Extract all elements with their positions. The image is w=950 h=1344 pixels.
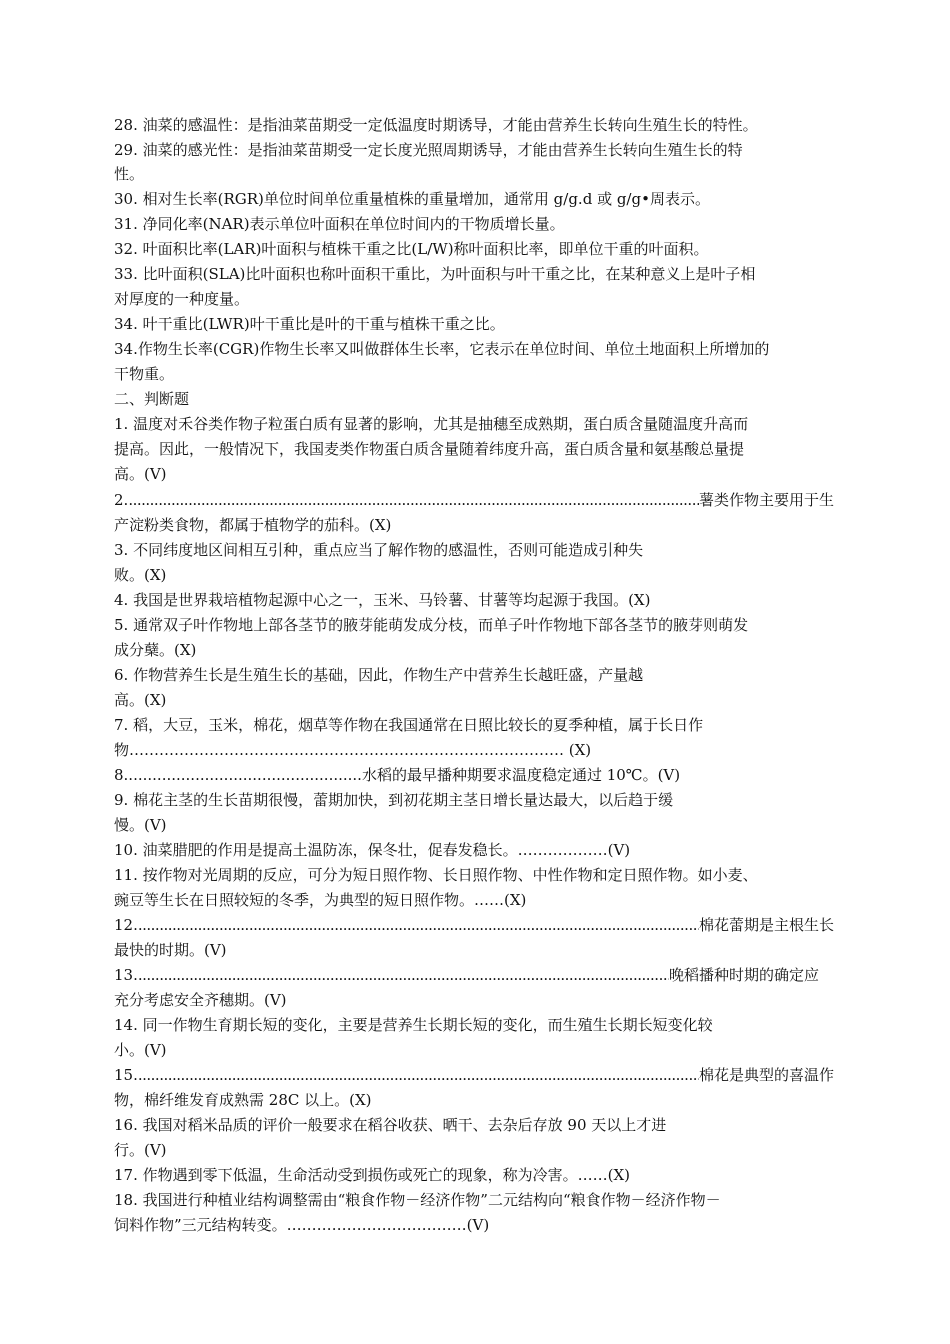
text-line — [114, 1064, 834, 1086]
text-line: 30. 相对生长率(RGR)单位时间单位重量植株的重量增加，通常用 g/g.d 或 g/g•周表示。 — [114, 190, 710, 208]
text-line: 干物重。 — [114, 365, 175, 383]
item-text: 薯类作物主要用于生 — [698, 491, 834, 509]
text-line — [114, 489, 834, 511]
dot-leader — [138, 964, 669, 986]
text-line: 饲料作物”三元结构转变。………………………………(V) — [114, 1216, 490, 1234]
text-line: 1. 温度对禾谷类作物子粒蛋白质有显著的影响，尤其是抽穗至成熟期，蛋白质含量随温度升高而 — [114, 415, 749, 433]
text-line: 慢。(V) — [114, 816, 167, 834]
text-line — [114, 914, 834, 936]
text-line: 33. 比叶面积(SLA)比叶面积也称叶面积干重比，为叶面积与叶干重之比，在某种意义上是叶子相 — [114, 265, 756, 283]
text-line: 14. 同一作物生育期长短的变化，主要是营养生长期长短的变化，而生殖生长期长短变化较 — [114, 1016, 713, 1034]
text-line: 充分考虑安全齐穗期。(V) — [114, 991, 287, 1009]
item-number: 15. — [114, 1066, 138, 1084]
text-line: 31. 净同化率(NAR)表示单位叶面积在单位时间内的干物质增长量。 — [114, 215, 565, 233]
text-line: 34. 叶干重比(LWR)叶干重比是叶的干重与植株干重之比。 — [114, 315, 505, 333]
text-line: 成分蘖。(X) — [114, 641, 197, 659]
item-text: 晚稻播种时期的确定应 — [668, 966, 819, 984]
item-number: 12. — [114, 916, 138, 934]
item-number: 2. — [114, 491, 129, 509]
text-line: 4. 我国是世界栽培植物起源中心之一，玉米、马铃薯、甘薯等均起源于我国。(X) — [114, 591, 651, 609]
section-heading: 二、判断题 — [114, 390, 190, 408]
dot-leader — [128, 489, 699, 511]
text-line: 34.作物生长率(CGR)作物生长率又叫做群体生长率，它表示在单位时间、单位土地面积上所增加的 — [114, 340, 770, 358]
text-line: 提高。因此，一般情况下，我国麦类作物蛋白质含量随着纬度升高，蛋白质含量和氨基酸总量提 — [114, 440, 745, 458]
text-line: 小。(V) — [114, 1041, 167, 1059]
text-line: 性。 — [114, 165, 145, 183]
text-line: 9. 棉花主茎的生长苗期很慢，蕾期加快，到初花期主茎日增长量达最大，以后趋于缓 — [114, 791, 674, 809]
text-line: 物，棉纤维发育成熟需 28C 以上。(X) — [114, 1091, 372, 1109]
text-line: 产淀粉类食物，都属于植物学的茄科。(X) — [114, 516, 392, 534]
dot-leader — [138, 914, 699, 936]
item-text: 棉花是典型的喜温作 — [698, 1066, 834, 1084]
text-line: 11. 按作物对光周期的反应，可分为短日照作物、长日照作物、中性作物和定日照作物。如小麦、 — [114, 866, 758, 884]
text-line: 8..................................................水稻的最早播种期要求温度稳定通过 10℃。(V) — [114, 766, 681, 784]
text-line: 6. 作物营养生长是生殖生长的基础，因此，作物生产中营养生长越旺盛，产量越 — [114, 666, 644, 684]
text-line: 32. 叶面积比率(LAR)叶面积与植株干重之比(L/W)称叶面积比率，即单位干重的叶面积。 — [114, 240, 709, 258]
text-line: 10. 油菜腊肥的作用是提高土温防冻，保冬壮，促春发稳长。………………(V) — [114, 841, 631, 859]
text-line: 7. 稻，大豆，玉米，棉花，烟草等作物在我国通常在日照比较长的夏季种植，属于长日作 — [114, 716, 704, 734]
text-line: 高。(V) — [114, 465, 167, 483]
text-line: 28. 油菜的感温性：是指油菜苗期受一定低温度时期诱导，才能由营养生长转向生殖生长的特性。 — [114, 116, 758, 134]
item-text: 棉花蕾期是主根生长 — [698, 916, 834, 934]
text-line: 败。(X) — [114, 566, 167, 584]
text-line: 高。(X) — [114, 691, 167, 709]
item-number: 13. — [114, 966, 138, 984]
text-line: 3. 不同纬度地区间相互引种，重点应当了解作物的感温性，否则可能造成引种失 — [114, 541, 644, 559]
text-line: 16. 我国对稻米品质的评价一般要求在稻谷收获、晒干、去杂后存放 90 天以上才进 — [114, 1116, 667, 1134]
text-line: 最快的时期。(V) — [114, 941, 227, 959]
text-line: 29. 油菜的感光性：是指油菜苗期受一定长度光照周期诱导，才能由营养生长转向生殖生长的特 — [114, 141, 743, 159]
dot-leader — [138, 1064, 699, 1086]
text-line: 18. 我国进行种植业结构调整需由“粮食作物－经济作物”二元结构向“粮食作物－经济作物－ — [114, 1191, 721, 1209]
text-line: 5. 通常双子叶作物地上部各茎节的腋芽能萌发成分枝，而单子叶作物地下部各茎节的腋芽则萌发 — [114, 616, 749, 634]
text-line: 物…………………………………………………………………………… (X) — [114, 741, 592, 759]
text-line: 行。(V) — [114, 1141, 167, 1159]
text-line: 豌豆等生长在日照较短的冬季，为典型的短日照作物。……(X) — [114, 891, 527, 909]
text-line: 对厚度的一种度量。 — [114, 290, 250, 308]
text-line — [114, 964, 819, 986]
text-line: 17. 作物遇到零下低温，生命活动受到损伤或死亡的现象，称为冷害。……(X) — [114, 1166, 631, 1184]
